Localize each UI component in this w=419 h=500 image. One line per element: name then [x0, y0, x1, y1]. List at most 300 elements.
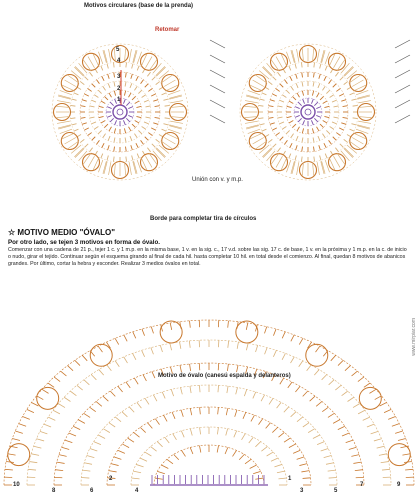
petal-stitch [88, 57, 95, 68]
oval-stitch [227, 364, 228, 371]
oval-stitch [115, 338, 119, 344]
stitch-mark [113, 62, 114, 67]
oval-stitch [280, 378, 284, 384]
oval-stitch [75, 360, 80, 365]
oval-stitch [55, 470, 63, 471]
stitch-mark [287, 106, 292, 107]
stitch-mark [84, 94, 88, 96]
label-motivos-circulares: Motivos circulares (base de la prenda) [84, 3, 194, 9]
join-arrow [395, 70, 410, 78]
fan-motif [160, 321, 182, 343]
stitch-mark [138, 90, 142, 94]
oval-stitch [338, 426, 345, 429]
join-arrow [210, 40, 225, 48]
stitch-mark [129, 127, 132, 131]
petal-stitch [129, 49, 131, 62]
row-number-right: 1 [288, 476, 292, 482]
petal-stitch [250, 85, 262, 90]
stitch-mark [155, 117, 160, 118]
oval-stitch [352, 371, 358, 376]
oval-stitch [342, 433, 349, 436]
stitch-mark [137, 154, 139, 159]
stitch-mark [72, 124, 77, 125]
oval-stitch [321, 448, 328, 451]
petal-stitch [253, 138, 264, 145]
stitch-mark [317, 127, 320, 131]
stitch-mark [70, 105, 75, 106]
stitch-mark [280, 137, 284, 141]
oval-stitch [308, 429, 315, 433]
stitch-mark [74, 93, 79, 95]
fan-motif [37, 387, 59, 409]
stitch-mark [88, 133, 92, 136]
stitch-mark [125, 147, 126, 152]
oval-stitch [218, 385, 219, 392]
oval-stitch [137, 402, 142, 408]
petal-stitch [302, 48, 303, 61]
row-number-right: 9 [397, 482, 401, 488]
stitch-mark [286, 90, 290, 94]
stitch-mark [110, 118, 114, 122]
stitch-mark [296, 83, 298, 88]
stitch-mark [353, 105, 358, 106]
oval-stitch [333, 420, 340, 424]
oval-stitch [355, 470, 363, 471]
stitch-mark [333, 137, 337, 141]
stitch-mark [107, 64, 108, 69]
stitch-mark [153, 123, 158, 125]
oval-stitch [48, 383, 54, 387]
oval-stitch [190, 429, 192, 436]
oval-stitch [37, 396, 44, 400]
oval-stitch [227, 386, 228, 393]
stitch-mark [312, 128, 313, 133]
oval-stitch [180, 365, 181, 372]
oval-stitch [303, 391, 308, 396]
petal-stitch [329, 54, 334, 66]
stitch-mark [311, 99, 313, 104]
petal-stitch [245, 121, 258, 123]
oval-stitch [128, 438, 134, 442]
stitch-mark [135, 101, 139, 104]
oval-stitch [326, 463, 334, 465]
oval-stitch [255, 442, 260, 447]
petal-stitch [281, 158, 286, 170]
stitch-mark [132, 155, 133, 160]
oval-stitch [348, 397, 354, 401]
stitch-mark [335, 148, 338, 152]
stitch-mark [80, 117, 85, 118]
stitch-mark [70, 118, 75, 119]
label-retomar: Retomar [155, 27, 180, 33]
oval-stitch [328, 413, 334, 417]
petal-stitch [244, 117, 257, 118]
stitch-mark [129, 93, 132, 97]
joining-arrows [210, 40, 410, 123]
oval-stitch [78, 420, 85, 424]
oval-stitch [142, 350, 145, 357]
stitch-mark [91, 100, 96, 102]
oval-stitch [98, 435, 105, 439]
petal-stitch [146, 57, 153, 68]
star-icon: ☆ [8, 228, 16, 237]
oval-stitch [218, 363, 219, 370]
oval-stitch [136, 464, 143, 466]
oval-stitch [151, 447, 157, 452]
join-arrow [210, 85, 225, 93]
label-motivo-ovalo: Motivo de óvalo (canesú espalda y delanteros) [158, 373, 291, 379]
oval-stitch [59, 455, 67, 457]
oval-stitch [190, 321, 191, 328]
stitch-mark [298, 102, 302, 106]
oval-stitch [8, 454, 16, 455]
stitch-mark [144, 100, 149, 102]
stitch-mark [313, 72, 314, 77]
oval-stitch [54, 377, 60, 382]
oval-stitch [351, 455, 359, 457]
stitch-mark [102, 76, 104, 80]
stitch-mark [125, 82, 126, 87]
stitch-mark [165, 118, 170, 119]
stitch-mark [145, 137, 149, 141]
oval-stitch [58, 404, 65, 408]
stitch-mark [332, 100, 337, 102]
oval-stitch [171, 389, 173, 396]
oval-stitch [42, 389, 49, 393]
stitch-mark [319, 145, 321, 150]
oval-stitch [382, 469, 390, 470]
stitch-mark [303, 120, 305, 125]
stitch-mark [162, 129, 167, 131]
fan-motif [359, 387, 381, 409]
oval-stitch [27, 409, 34, 412]
petal-stitch [65, 80, 76, 87]
center-ring [113, 105, 127, 119]
petal-stitch [56, 117, 69, 118]
petal-stitch [317, 49, 319, 62]
stitch-mark [145, 84, 149, 88]
row-number-right: 3 [300, 488, 304, 494]
stitch-mark [258, 118, 263, 119]
oval-stitch [190, 447, 193, 454]
stitch-mark [260, 99, 265, 100]
oval-stitch [173, 434, 177, 440]
join-arrow [210, 100, 225, 108]
stitch-mark [292, 96, 296, 100]
stitch-mark [114, 138, 115, 143]
stitch-mark [80, 82, 84, 85]
oval-stitch [29, 462, 37, 463]
oval-stitch [314, 370, 319, 376]
row-number: 5 [116, 47, 120, 53]
oval-stitch [28, 469, 36, 470]
stitch-mark [336, 133, 340, 136]
oval-stitch [217, 446, 218, 453]
oval-stitch [200, 407, 201, 414]
oval-stitch [12, 439, 20, 441]
oval-stitch [114, 457, 121, 460]
stitch-mark [313, 138, 314, 143]
stitch-mark [351, 99, 356, 100]
stitch-mark [292, 124, 296, 128]
oval-stitch [342, 391, 348, 396]
stitch-mark [314, 62, 315, 67]
stitch-mark [336, 88, 340, 91]
stitch-mark [330, 95, 334, 98]
stitch-mark [90, 148, 93, 152]
stitch-mark [284, 140, 287, 144]
oval-stitch [293, 450, 300, 453]
stitch-mark [136, 116, 141, 117]
oval-stitch [246, 323, 248, 330]
stitch-mark [341, 123, 346, 125]
oval-stitch [258, 419, 262, 425]
oval-stitch [73, 426, 80, 429]
stitch-mark [280, 84, 284, 88]
oval-stitch [115, 417, 121, 422]
petal-stitch [125, 163, 126, 176]
oval-stitch [162, 392, 165, 399]
stitch-mark [324, 106, 329, 107]
oval-stitch [107, 365, 111, 371]
stitch-mark [108, 145, 110, 150]
stitch-mark [136, 143, 138, 147]
stitch-mark [104, 96, 108, 100]
petal-stitch [297, 162, 299, 175]
stitch-mark [282, 95, 286, 98]
oval-stitch [271, 458, 278, 461]
oval-stitch [189, 341, 190, 348]
stitch-mark [316, 115, 321, 117]
petal-stitch [93, 158, 98, 170]
stitch-mark [146, 106, 151, 107]
stitch-mark [301, 157, 302, 162]
center-ring [301, 105, 315, 119]
stitch-mark [102, 143, 104, 147]
oval-stitch [225, 447, 228, 454]
oval-stitch [181, 431, 184, 438]
row-number: 3 [117, 74, 121, 80]
stitch-mark [278, 106, 283, 107]
circular-motif-left [52, 44, 188, 180]
oval-stitch [109, 471, 117, 472]
oval-stitch [310, 396, 315, 401]
stitch-mark [138, 130, 142, 134]
oval-stitch [235, 410, 237, 417]
stitch-mark [329, 140, 332, 144]
stitch-mark [291, 86, 294, 90]
petal-stitch [141, 158, 146, 170]
stitch-mark [84, 128, 88, 130]
oval-stitch [335, 385, 341, 390]
center-ring-inner [117, 109, 123, 115]
circular-motifs-diagram [0, 0, 419, 230]
stitch-mark [141, 80, 144, 84]
petal-stitch [317, 162, 319, 175]
oval-stitch [379, 454, 387, 456]
oval-stitch [124, 335, 127, 341]
petal-stitch [171, 117, 184, 118]
label-borde: Borde para completar tira de círculos [150, 216, 257, 222]
stitch-mark [126, 102, 130, 106]
row-number-left: 8 [52, 488, 56, 494]
stitch-mark [82, 100, 87, 102]
stitch-mark [123, 99, 125, 104]
stitch-mark [343, 117, 348, 118]
stitch-mark [326, 130, 330, 134]
oval-stitch [236, 388, 238, 395]
oval-stitch [250, 465, 257, 469]
stitch-mark [341, 100, 346, 102]
oval-stitch [358, 410, 365, 414]
stitch-mark [289, 66, 291, 71]
oval-stitch [103, 429, 110, 433]
row-number-left: 6 [90, 488, 94, 494]
petal-stitch [93, 54, 98, 66]
oval-stitch [251, 415, 255, 421]
petal-stitch [114, 163, 115, 176]
oval-stitch [364, 383, 370, 387]
oval-stitch [164, 415, 168, 421]
stitch-mark [134, 134, 137, 138]
stitch-mark [156, 82, 160, 85]
oval-stitch [190, 386, 191, 393]
oval-stitch [155, 419, 159, 425]
oval-stitch [239, 454, 244, 459]
row-number: 4 [117, 58, 121, 64]
oval-stitch [405, 469, 413, 470]
section-subtitle: Por otro lado, se tejen 3 motivos en forma de óvalo. [8, 239, 160, 246]
oval-stitch [84, 413, 90, 417]
stitch-mark [85, 144, 89, 148]
oval-round [54, 363, 364, 485]
stitch-mark [340, 144, 344, 148]
oval-stitch [140, 458, 147, 461]
row-number-left: 4 [135, 488, 139, 494]
oval-stitch [346, 440, 353, 443]
petal-stitch [358, 101, 371, 103]
oval-stitch [124, 357, 128, 363]
petal-stitch [354, 133, 366, 138]
stitch-mark [270, 123, 275, 125]
petal-stitch [281, 54, 286, 66]
stitch-mark [278, 148, 281, 152]
oval-stitch [37, 439, 45, 441]
oval-stitch [87, 456, 95, 458]
stitch-mark [107, 107, 112, 109]
stitch-mark [318, 136, 320, 141]
stitch-mark [268, 117, 273, 118]
oval-stitch [151, 327, 153, 334]
oval-stitch [190, 364, 191, 371]
oval-stitch [182, 450, 186, 456]
stitch-mark [298, 118, 302, 122]
oval-stitch [110, 391, 115, 396]
oval-stitch [19, 424, 26, 427]
stitch-mark [92, 84, 96, 88]
join-arrow [395, 55, 410, 63]
oval-stitch [273, 329, 276, 336]
stitch-mark [124, 128, 125, 133]
petal-stitch [276, 57, 283, 68]
oval-stitch [165, 437, 170, 443]
stitch-mark [152, 144, 156, 148]
oval-stitch [62, 447, 70, 449]
oval-stitch [180, 342, 181, 349]
oval-stitch [157, 471, 165, 473]
oval-stitch [266, 423, 271, 429]
oval-stitch [143, 375, 146, 381]
oval-stitch [329, 380, 335, 385]
stitch-mark [319, 74, 321, 79]
stitch-mark [287, 116, 292, 117]
oval-stitch [99, 370, 104, 376]
oval-stitch [317, 442, 324, 445]
stitch-mark [311, 120, 313, 125]
stitch-mark [103, 134, 106, 138]
oval-stitch [23, 416, 30, 419]
oval-stitch [157, 442, 162, 447]
oval-stitch [218, 407, 219, 414]
oval-stitch [289, 444, 296, 448]
stitch-mark [314, 102, 318, 106]
oval-stitch [388, 416, 395, 419]
oval-stitch [316, 346, 320, 352]
oval-stitch [237, 342, 238, 349]
stitch-mark [109, 127, 112, 131]
petal-stitch [146, 156, 153, 167]
oval-stitch [345, 366, 351, 371]
oval-stitch [282, 353, 285, 359]
stitch-mark [114, 91, 115, 96]
oval-stitch [140, 427, 145, 432]
petal-stitch [62, 133, 74, 138]
oval-stitch [299, 361, 303, 367]
petal-stitch [313, 163, 314, 176]
stitch-mark [329, 80, 332, 84]
oval-stitch [82, 355, 87, 361]
stitch-mark [152, 77, 156, 81]
oval-stitch [122, 412, 127, 417]
oval-stitch [329, 478, 337, 479]
stitch-mark [278, 72, 281, 76]
section-title-text: MOTIVO MEDIO "ÓVALO" [17, 228, 116, 237]
stitch-mark [324, 143, 326, 147]
section-body: Comenzar con una cadena de 21 p., tejer 1 c. y 1 m.p. en la misma base, 1 v. en la sig. c., 17 v.d. sobre las sig. 17 c. de base, 1 v. en la próxima y 1 m.p. en la c. de inicio o nudo, girar el tejido. Continuar según el esquema girando al final de cada hil. hasta completar 10 hil. en total desde el comienzo. Al final, quedan 8 motivos de abanicos grandes. Por último, cortar la hebra y esconder. Realizar 3 medios óvalos en total. [8, 247, 407, 268]
stitch-mark [92, 137, 96, 141]
stitch-mark [147, 72, 150, 76]
oval-stitch [148, 423, 153, 429]
oval-stitch [96, 401, 102, 406]
stitch-mark [334, 106, 339, 107]
oval-stitch [245, 459, 251, 463]
stitch-mark [353, 118, 358, 119]
oval-stitch [118, 386, 123, 392]
section-title [8, 228, 115, 237]
stitch-mark [262, 93, 267, 95]
join-arrow [395, 85, 410, 93]
stitch-mark [297, 93, 300, 97]
stitch-mark [153, 100, 158, 102]
stitch-mark [282, 126, 286, 129]
oval-stitch [69, 433, 76, 436]
stitch-mark [272, 94, 276, 96]
oval-stitch [170, 343, 172, 350]
oval-stitch [322, 374, 327, 379]
stitch-mark [351, 124, 356, 125]
oval-stitch [98, 346, 102, 352]
oval-stitch [81, 478, 89, 479]
